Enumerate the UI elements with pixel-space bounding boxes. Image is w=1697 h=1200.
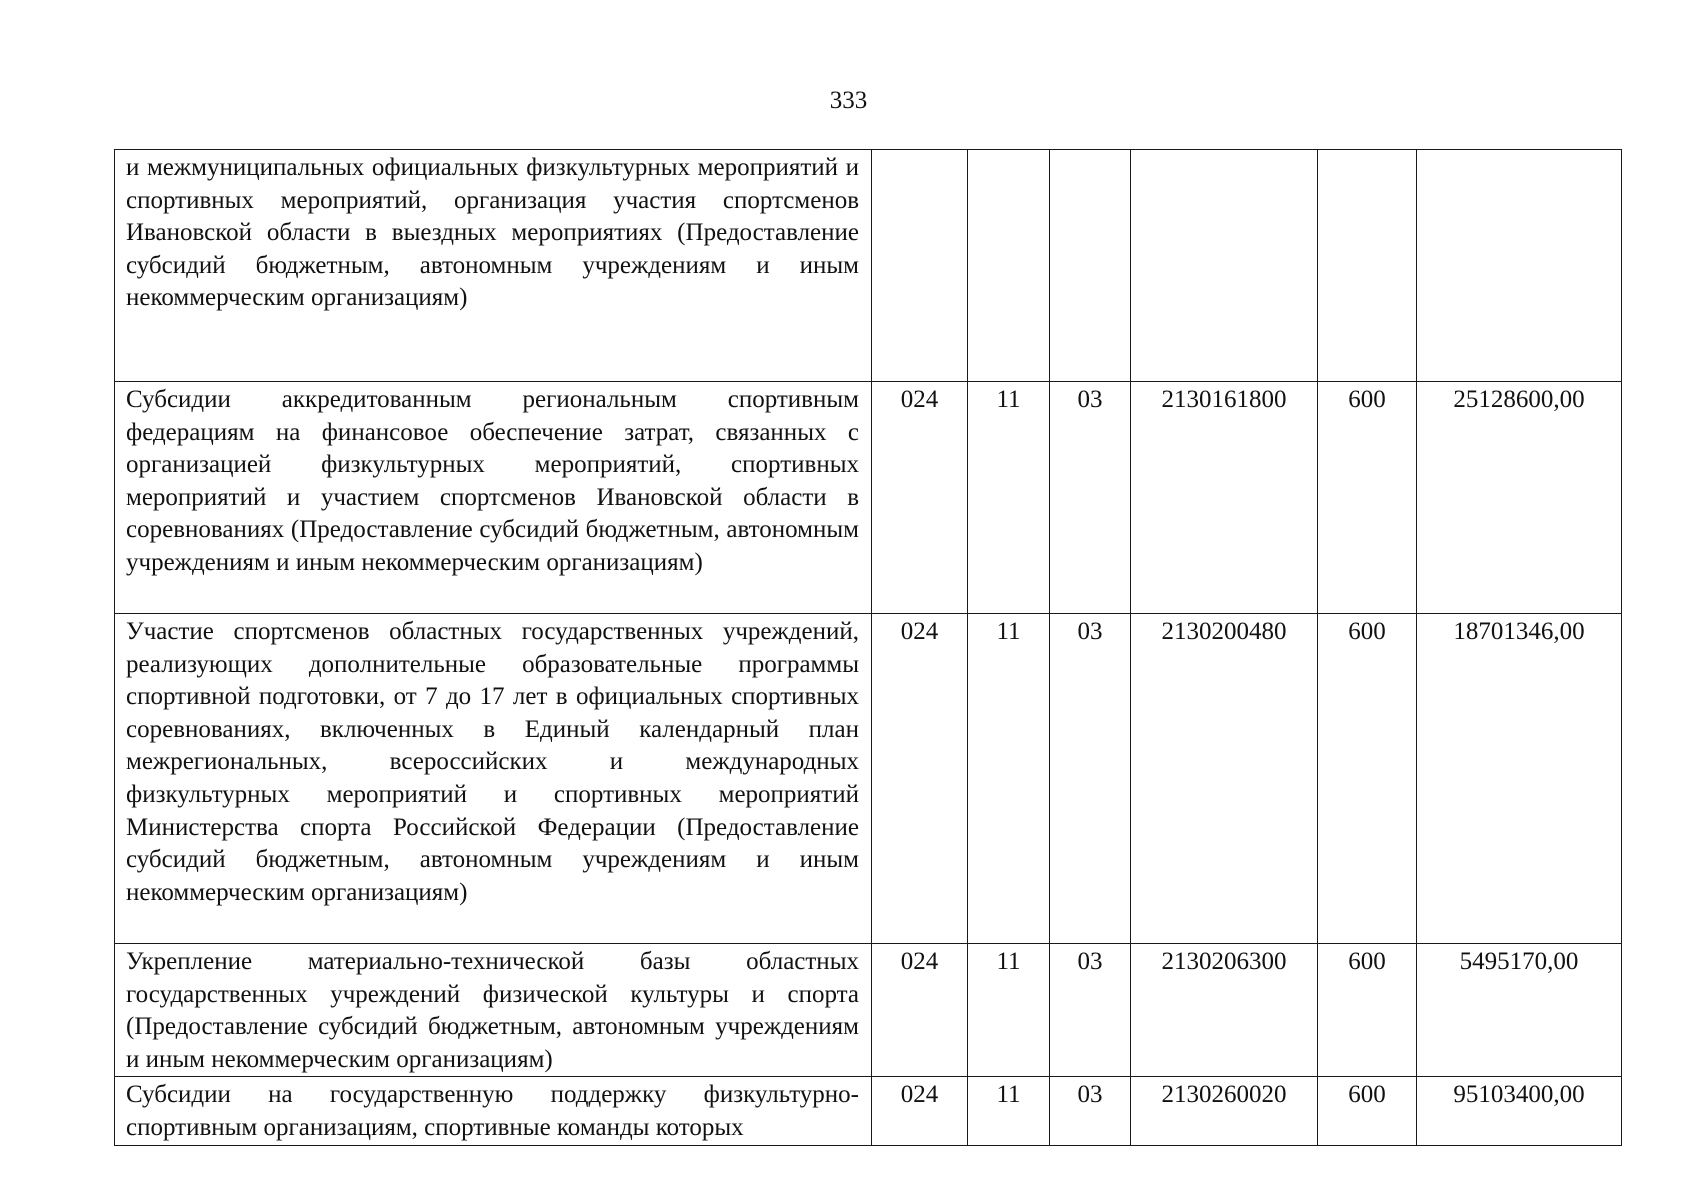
subsection-code-cell: 03 xyxy=(1050,944,1131,1077)
table-row xyxy=(115,614,1622,944)
section-code-cell: 11 xyxy=(968,382,1050,614)
target-article-cell xyxy=(1131,150,1318,382)
table-row xyxy=(115,944,1622,1077)
ministry-code-cell: 024 xyxy=(872,1077,968,1146)
expense-type-cell: 600 xyxy=(1318,1077,1417,1146)
subsection-code-cell: 03 xyxy=(1050,614,1131,944)
target-article-cell: 2130200480 xyxy=(1131,614,1318,944)
table-row xyxy=(115,150,1622,382)
budget-table xyxy=(114,149,1622,1146)
expense-type-cell: 600 xyxy=(1318,944,1417,1077)
table-row xyxy=(115,1077,1622,1146)
description-cell: Участие спортсменов областных государственных учреждений, реализующих дополнительные образовательные программы спортивной подготовки, от 7 до 17 лет в официальных спортивных соревнованиях, включенных в Единый календарный план межрегиональных, всероссийских и международных физкультурных мероприятий и спортивных мероприятий Министерства спорта Российской Федерации (Предоставление субсидий бюджетным, автономным учреждениям и иным некоммерческим организациям) xyxy=(115,614,872,944)
expense-type-cell: 600 xyxy=(1318,382,1417,614)
ministry-code-cell xyxy=(872,150,968,382)
subsection-code-cell xyxy=(1050,150,1131,382)
target-article-cell: 2130206300 xyxy=(1131,944,1318,1077)
ministry-code-cell: 024 xyxy=(872,382,968,614)
section-code-cell: 11 xyxy=(968,614,1050,944)
subsection-code-cell: 03 xyxy=(1050,1077,1131,1146)
ministry-code-cell: 024 xyxy=(872,944,968,1077)
description-cell xyxy=(115,1077,872,1146)
description-cell: Субсидии аккредитованным региональным спортивным федерациям на финансовое обеспечение затрат, связанных с организацией физкультурных мероприятий, спортивных мероприятий и участием спортсменов Ивановской области в соревнованиях (Предоставление субсидий бюджетным, автономным учреждениям и иным некоммерческим организациям) xyxy=(115,382,872,614)
amount-cell: 95103400,00 xyxy=(1417,1077,1622,1146)
amount-cell: 18701346,00 xyxy=(1417,614,1622,944)
amount-cell: 5495170,00 xyxy=(1417,944,1622,1077)
description-text: Субсидии на государственную поддержку физкультурно-спортивным организациям, спортивные команды которых xyxy=(126,1081,859,1141)
target-article-cell: 2130260020 xyxy=(1131,1077,1318,1146)
amount-cell: 25128600,00 xyxy=(1417,382,1622,614)
section-code-cell: 11 xyxy=(968,944,1050,1077)
page-number: 333 xyxy=(829,87,868,114)
target-article-cell: 2130161800 xyxy=(1131,382,1318,614)
amount-cell xyxy=(1417,150,1622,382)
section-code-cell: 11 xyxy=(968,1077,1050,1146)
description-cell: и межмуниципальных официальных физкультурных мероприятий и спортивных мероприятий, организация участия спортсменов Ивановской области в выездных мероприятиях (Предоставление субсидий бюджетным, автономным учреждениям и иным некоммерческим организациям) xyxy=(115,150,872,382)
ministry-code-cell: 024 xyxy=(872,614,968,944)
expense-type-cell: 600 xyxy=(1318,614,1417,944)
subsection-code-cell: 03 xyxy=(1050,382,1131,614)
description-cell: Укрепление материально-технической базы областных государственных учреждений физической культуры и спорта (Предоставление субсидий бюджетным, автономным учреждениям и иным некоммерческим организациям) xyxy=(115,944,872,1077)
expense-type-cell xyxy=(1318,150,1417,382)
table-row xyxy=(115,382,1622,614)
section-code-cell xyxy=(968,150,1050,382)
